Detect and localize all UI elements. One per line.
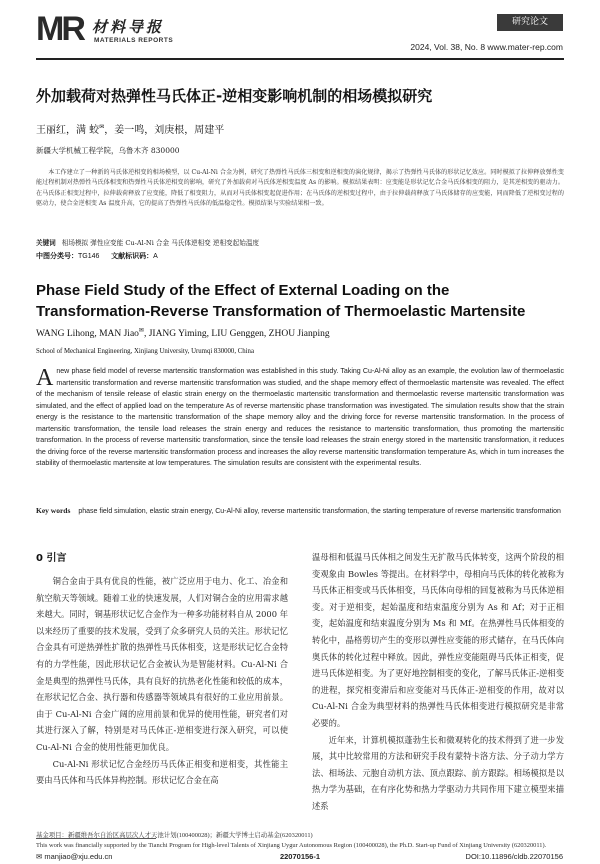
title-cn: 外加载荷对热弹性马氏体正-逆相变影响机制的相场模拟研究 [36, 87, 433, 105]
authors-cn-first: 王丽红，满 蛟 [36, 125, 100, 136]
paragraph: 温母相和低温马氏体相之间发生无扩散马氏体转变，这两个阶段的相变观象由 Bowles 等提出。在材料学中，母相向马氏体的转化被称为马氏体正相变或马氏体相变，马氏体向母相的回复被称为马氏体逆相变。对于逆相变，起始温度和结束温度分别为 As 和 Af；对于正相变，起始温度和结束温度分别为 Ms 和 Mf。在热弹性马氏体相变的转化中，晶格剪切产生的变形以弹性应变能的形式储存，在马氏体向奥氏体的转化过程中释放。因此，弹性应变能阻碍马氏体正相变，促进马氏体逆相变。为了更好地控制相变的变化，了解马氏体正-逆相变的进程，探究相变滞后和应变能对马氏体正-逆相变的作用，故对以 Cu-Al-Ni 合金为典型材料的热弹性马氏体相变进行模拟研究是非常必要的。 [312, 552, 564, 728]
funding-cn: 基金项目：新疆维吾尔自治区高层次人才天池计划(100400028)；新疆大学博士启动基金(620320011) [36, 832, 313, 839]
paragraph: 铜合金由于具有优良的性能，被广泛应用于电力、化工、冶金和航空航天等领域。随着工业的快速发展，人们对铜合金的应用需求越来越大。同时，铜基形状记忆合金作为一种多功能材料自从 2000 年以来经历了重要的技术发展，受到了众多研究人员的关注。形状记忆合金具有可逆热弹性扩散的热弹性马氏体相变，这是形状记忆合金特有的力学性能，因此形状记忆合金被认为是智能材料。Cu-Al-Ni 合金是典型的热弹性马氏体，具有良好的抗热老化性能和较低的成本，在形状记忆合金、执行器和传感器等领域具有很好的工业应用前景。由于 Cu-Al-Ni 合金广阔的应用前景和优异的使用性能，研究者们对其进行深入了解，特别是对马氏体正-逆相变进行深入研究，可以使 Cu-Al-Ni 合金的使用性能更加优良。 [36, 576, 288, 752]
keywords-cn-values: 相场模拟 弹性应变能 Cu-Al-Ni 合金 马氏体逆相变 逆相变起始温度 [61, 239, 260, 247]
header-rule [36, 58, 564, 60]
authors-en [36, 327, 330, 339]
body-column-left [36, 573, 288, 789]
doi[interactable]: DOI:10.11896/cldb.22070156 [465, 852, 563, 861]
journal-name-cn: 材料导报 [92, 18, 165, 36]
journal-logo-mark: MR [36, 10, 83, 48]
email-icon: ✉ [36, 852, 45, 861]
keywords-en-label: Key words [36, 506, 71, 515]
paragraph: 近年来，计算机模拟蓬勃生长和微观转化的技术得到了进一步发展，其中比较常用的方法和研究手段有蒙特卡洛方法、分子动力学方法、相场法、元胞自动机方法、顶点跟踪、前方跟踪。相场模拟是以热力学为基础，在有序化势和热力学驱动力共同作用下建立模型来描述系 [312, 734, 564, 811]
doc-code-label: 文献标识码： [111, 252, 154, 260]
funding-footnote [36, 831, 564, 850]
corresponding-mark-icon: ✉ [99, 123, 105, 131]
authors-en-first: WANG Lihong, MAN Jiao [36, 329, 139, 340]
keywords-cn-label: 关键词 [36, 239, 56, 247]
article-number: 22070156-1 [279, 852, 321, 861]
affiliation-en: School of Mechanical Engineering, Xinjiang University, Urumqi 830000, China [36, 348, 254, 355]
footer-email[interactable]: ✉ manjiao@xju.edu.cn [36, 852, 113, 861]
abstract-cn: 本工作建立了一种新的马氏体逆相变的相场模型，以 Cu-Al-Ni 合金为例，研究了热弹性马氏体三相变和逆相变的演化规律，揭示了热弹性马氏体的形状记忆效应。同时模拟了拉伸释放弹性变能过程机制对热弹性马氏体相变和热弹性马氏体逆相变的影响，研究了外加载荷对马氏体逆相变温度 As 的影响。模拟结果表明：应变能是形状记忆合金马氏体相变的阻力，是其逆相变的驱动力。在马氏体正相变过程中，拉伸载荷释放了应变能，降低了相变阻力，从而对马氏体相变起促进作用；在马氏体的逆相变过程中，由于拉伸载荷释放了马氏体储存的应变能，同而降低了逆相变过程的驱动力，使合金逆相变 As 温度升高，它的提高了热弹性马氏体的低温稳定性。模拟结果与实验结果相一致。 [36, 169, 564, 208]
classification [36, 251, 158, 261]
abstract-en-text: new phase field model of reverse martensitic transformation was established in this study. Taking Cu-Al-Ni alloy as an example, the evolution law of thermoelastic martensitic transformation and reverse martensitic transformation was studied, and the shape memory effect of thermoelastic martensite was revealed. The effect of the mechanism of tensile release of elastic strain energy on the thermoelastic martensitic transformation and thermoelastic reverse martensitic transformation was simulated, and the effect of applied load on the temperature As of reverse martensitic phase transformation was investigated. The simulation results show that the strain energy is the resistance to the martensitic transformation of the shape memory alloy and the driving force for reverse martensitic transformation. In the process of martensitic transformation, the tensile load releases the strain energy and reduces the resistance to martensitic transformation, thus promoting the martensitic transformation. In the process of reverse martensitic transformation, since the tensile load releases the strain energy stored in the martensitic transformation, it reduces the driving force of the reverse martensitic transformation process and increases the alloy reverse martensitic transformation temperature As, which in turn increases the stability of thermoelastic martensite at low temperatures. The simulation results are consistent with the experimental results. [36, 368, 564, 467]
authors-en-rest: , JIANG Yiming, LIU Genggen, ZHOU Jianping [143, 329, 330, 340]
keywords-en-values: phase field simulation, elastic strain energy, Cu-Al-Ni alloy, reverse martensitic transformation, the starting temperature of reverse martensitic transformation [78, 508, 561, 515]
title-en: Phase Field Study of the Effect of External Loading on the Transformation-Reverse Transformation of Thermoelastic Martensite [36, 282, 526, 320]
clc-value: TG146 [78, 253, 100, 260]
doc-code-value: A [153, 253, 158, 260]
body-column-right [312, 549, 564, 815]
keywords-cn [36, 237, 259, 247]
funding-en: This work was financially supported by the Tianchi Program for High-level Talents of Xinjiang Uygur Autonomous Region (100400028), the Ph.D. Start-up Fund of Xinjiang University (620320011). [36, 841, 547, 849]
journal-name-en: MATERIALS REPORTS [94, 37, 174, 44]
authors-cn-rest: ，姜一鸣，刘庚根，周建平 [104, 125, 225, 136]
abstract-dropcap: A [36, 365, 54, 391]
clc-label: 中图分类号： [36, 252, 78, 260]
keywords-en [36, 505, 564, 518]
section-heading-intro: 0 引言 [36, 553, 67, 564]
abstract-en [36, 366, 564, 470]
article-type-badge: 研究论文 [497, 14, 563, 31]
issue-info: 2024, Vol. 38, No. 8 www.mater-rep.com [410, 42, 563, 52]
affiliation-cn: 新疆大学机械工程学院，乌鲁木齐 830000 [36, 146, 180, 155]
authors-cn [36, 121, 224, 136]
corresponding-mark-icon: ✉ [138, 328, 144, 334]
paragraph: Cu-Al-Ni 形状记忆合金经历马氏体正相变和逆相变，其性能主要由马氏体和马氏体异构控制。形状记忆合金在高 [36, 758, 288, 786]
